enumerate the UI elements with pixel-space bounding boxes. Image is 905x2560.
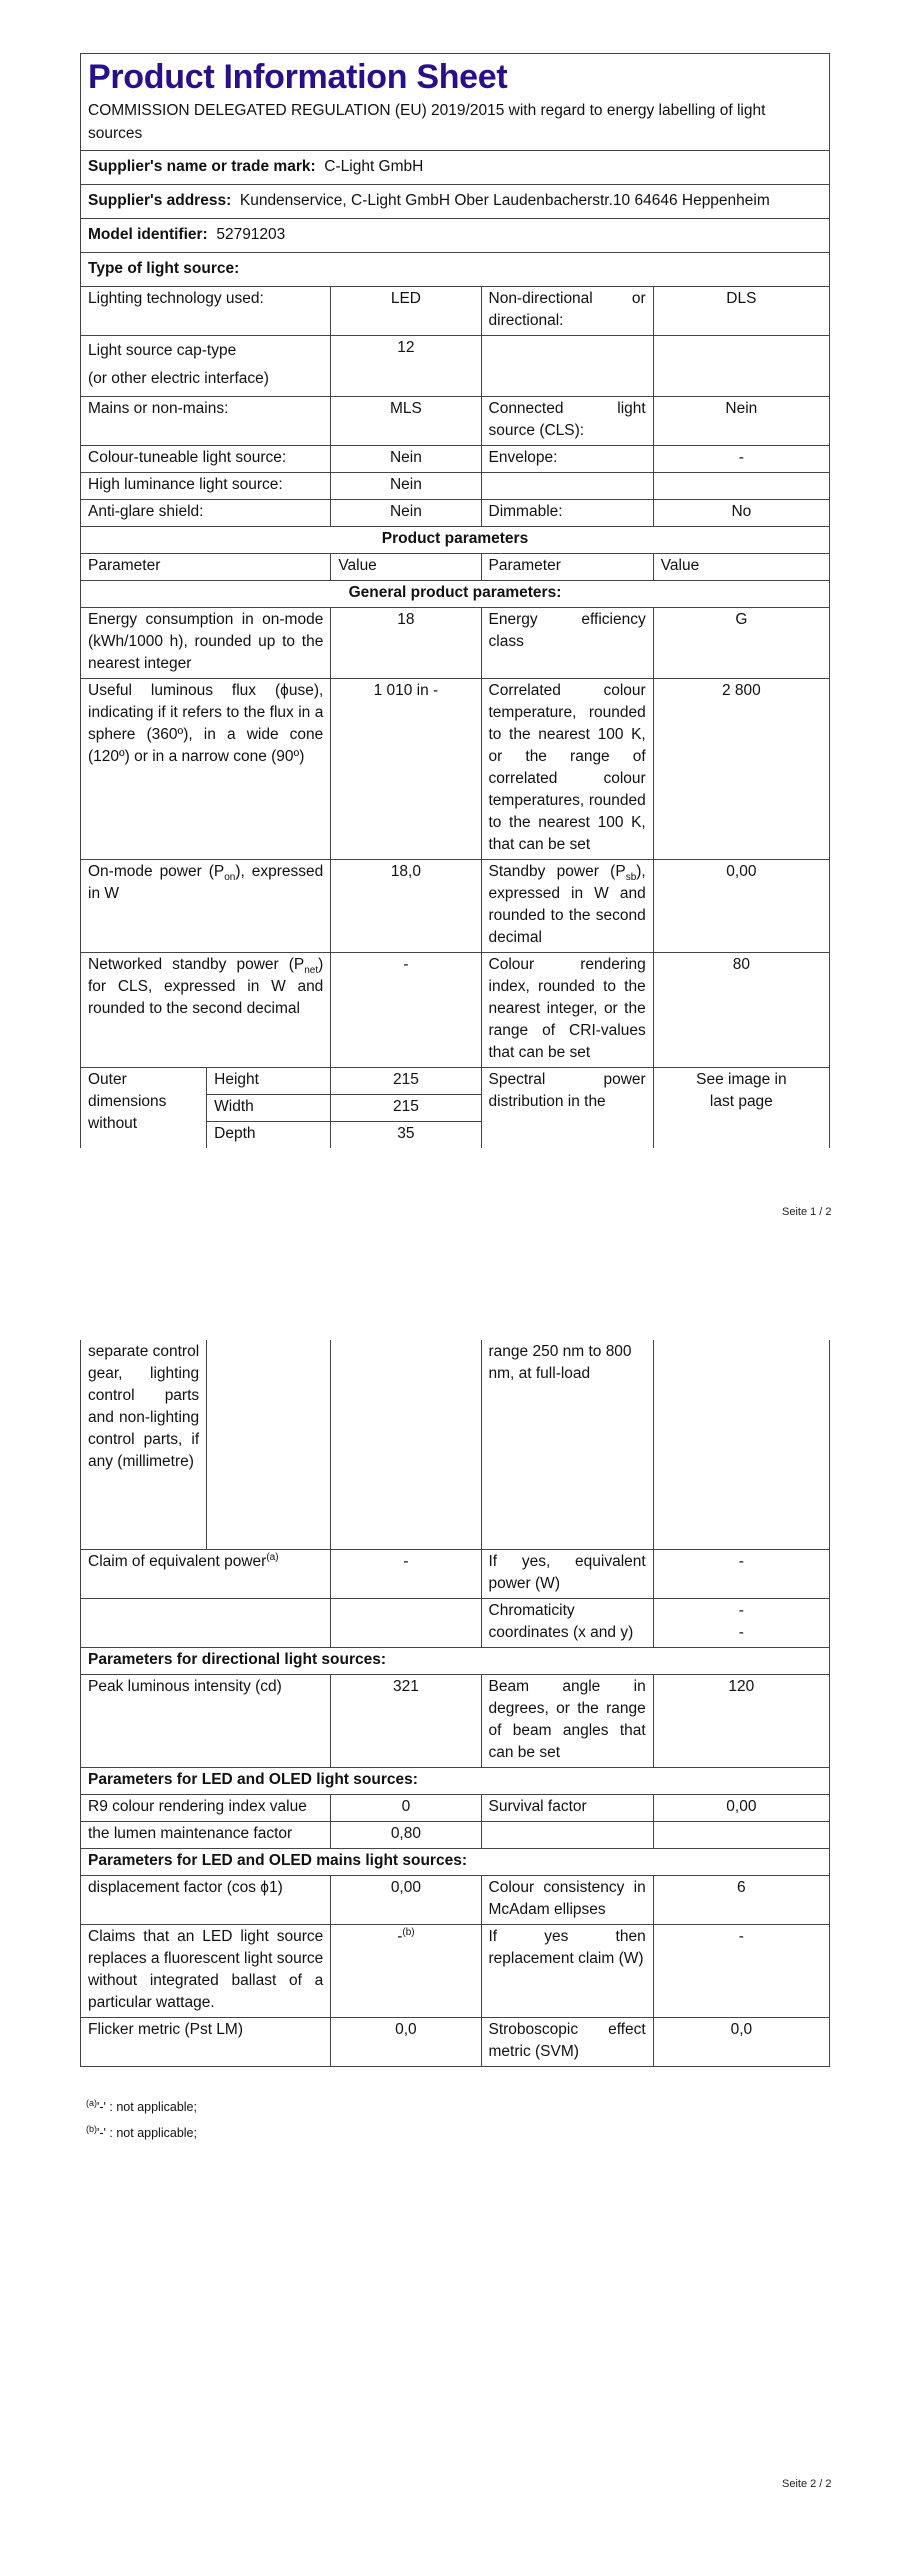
supplier-address-value: Kundenservice, C-Light GmbH Ober Laudenbacherstr.10 64646 Heppenheim (239, 192, 770, 209)
param-value: Nein (331, 500, 481, 527)
param-value: - (653, 1925, 829, 2018)
product-info-table-page-2 (80, 1340, 830, 2067)
param-value: 2 800 (653, 679, 829, 860)
cap-type-label: Light source cap-type (88, 342, 237, 359)
param-label: Energy consumption in on-mode (kWh/1000 h), rounded up to the nearest integer (81, 608, 331, 679)
page-title: Product Information Sheet (88, 58, 508, 96)
table-row (81, 500, 830, 527)
param-label: Non-directional or directional: (481, 287, 653, 336)
supplier-name-label: Supplier's name or trade mark: (88, 158, 316, 175)
param-label: Colour-tuneable light source: (81, 446, 331, 473)
param-label: the lumen maintenance factor (81, 1822, 331, 1849)
param-value: 0,0 (653, 2018, 829, 2067)
table-row (81, 679, 830, 860)
param-value: No (653, 500, 829, 527)
param-label: High luminance light source: (81, 473, 331, 500)
empty-cell (81, 1599, 331, 1648)
param-label: Peak luminous intensity (cd) (81, 1675, 331, 1768)
param-label: Dimmable: (481, 500, 653, 527)
chromaticity-x: - (738, 1602, 744, 1619)
led-parameters-heading: Parameters for LED and OLED light sources: (81, 1768, 830, 1795)
header-cell (81, 54, 830, 151)
param-value: 1 010 in - (331, 679, 481, 860)
param-value: - (653, 1550, 829, 1599)
cap-type-sublabel: (or other electric interface) (88, 370, 269, 387)
depth-value: 35 (331, 1122, 481, 1149)
param-value (653, 1599, 829, 1648)
table-row (81, 287, 830, 336)
height-value: 215 (331, 1068, 481, 1095)
param-label: Networked standby power $(P_{net})$ for CLS, expressed in W and rounded to the second decimal (81, 953, 331, 1068)
param-value: 0,00 (331, 1876, 481, 1925)
param-label: Claim of equivalent power$^{(a)}$ (81, 1550, 331, 1599)
dimensions-label: Outer dimensions without (81, 1068, 207, 1149)
table-row (81, 1550, 830, 1599)
param-label: Colour consistency in McAdam ellipses (481, 1876, 653, 1925)
footnotes (86, 2092, 197, 2144)
table-row (81, 1795, 830, 1822)
supplier-name-value: C-Light GmbH (324, 158, 424, 175)
column-header-parameter: Parameter (481, 554, 653, 581)
table-row (81, 336, 830, 397)
param-label: If yes then replacement claim (W) (481, 1925, 653, 2018)
spd-label: Spectral power distribution in the (481, 1068, 653, 1149)
footnote-b: $^{(b)}$'-' : not applicable; (86, 2124, 197, 2141)
table-row (81, 1599, 830, 1648)
dimensions-label-continued: separate control gear, lighting control parts and non-lighting control parts, if any (millimetre) (81, 1340, 207, 1550)
param-label: Flicker metric (Pst LM) (81, 2018, 331, 2067)
param-label (481, 336, 653, 397)
page-number: Seite 2 / 2 (782, 2478, 832, 2490)
param-label: displacement factor (cos ϕ1) (81, 1876, 331, 1925)
param-value: 321 (331, 1675, 481, 1768)
param-label: Standby power $(P_{sb})$, expressed in W and rounded to the second decimal (481, 860, 653, 953)
model-identifier-label: Model identifier: (88, 226, 208, 243)
param-value: 120 (653, 1675, 829, 1768)
param-label: Claims that an LED light source replaces a fluorescent light source without integrated ballast of a particular wattage. (81, 1925, 331, 2018)
width-label: Width (207, 1095, 331, 1122)
param-label: Lighting technology used: (81, 287, 331, 336)
param-label: Connected light source (CLS): (481, 397, 653, 446)
product-parameters-heading: Product parameters (81, 527, 830, 554)
param-label: R9 colour rendering index value (81, 1795, 331, 1822)
param-value: Nein (331, 446, 481, 473)
param-value: 6 (653, 1876, 829, 1925)
param-value: - (331, 1550, 481, 1599)
table-row (81, 1925, 830, 2018)
footnote-a: $^{(a)}$'-' : not applicable; (86, 2098, 197, 2115)
table-row (81, 397, 830, 446)
chromaticity-y: - (738, 1624, 744, 1641)
table-row (81, 473, 830, 500)
param-value: 18 (331, 608, 481, 679)
column-header-value: Value (331, 554, 481, 581)
param-value: 18,0 (331, 860, 481, 953)
param-value (653, 1822, 829, 1849)
empty-cell (207, 1340, 331, 1550)
depth-label: Depth (207, 1122, 331, 1149)
param-value: 80 (653, 953, 829, 1068)
light-source-type-heading: Type of light source: (81, 253, 830, 287)
table-row (81, 1822, 830, 1849)
param-label: On-mode power $(P_{on})$, expressed in W (81, 860, 331, 953)
param-label: Envelope: (481, 446, 653, 473)
param-value: 0,00 (653, 1795, 829, 1822)
directional-parameters-heading: Parameters for directional light sources: (81, 1648, 830, 1675)
height-label: Height (207, 1068, 331, 1095)
supplier-name-row (81, 151, 830, 185)
param-value: -$^{(b)}$ (331, 1925, 481, 2018)
param-value: G (653, 608, 829, 679)
param-label: Mains or non-mains: (81, 397, 331, 446)
regulation-subtitle: COMMISSION DELEGATED REGULATION (EU) 2019/2015 with regard to energy labelling of light sources (88, 102, 766, 142)
param-label: Anti-glare shield: (81, 500, 331, 527)
param-label: Stroboscopic effect metric (SVM) (481, 2018, 653, 2067)
param-label (481, 473, 653, 500)
model-identifier-value: 52791203 (216, 226, 286, 243)
general-parameters-heading: General product parameters: (81, 581, 830, 608)
param-value: MLS (331, 397, 481, 446)
param-label: If yes, equivalent power (W) (481, 1550, 653, 1599)
param-value: Nein (653, 397, 829, 446)
param-label: Chromaticity coordinates (x and y) (481, 1599, 653, 1648)
column-header-value: Value (653, 554, 829, 581)
param-label (81, 336, 331, 397)
empty-cell (653, 1340, 829, 1550)
table-row (81, 446, 830, 473)
param-label: Beam angle in degrees, or the range of beam angles that can be set (481, 1675, 653, 1768)
param-value: 0,80 (331, 1822, 481, 1849)
product-info-table-page-1 (80, 53, 830, 1148)
param-value: - (653, 446, 829, 473)
empty-cell (331, 1599, 481, 1648)
spd-label-continued: range 250 nm to 800 nm, at full-load (481, 1340, 653, 1550)
param-value: 12 (331, 336, 481, 397)
supplier-address-row (81, 185, 830, 219)
column-header-row (81, 554, 830, 581)
param-value: 0 (331, 1795, 481, 1822)
param-label: Colour rendering index, rounded to the nearest integer, or the range of CRI-values that can be set (481, 953, 653, 1068)
table-row (81, 1675, 830, 1768)
param-value: LED (331, 287, 481, 336)
param-label: Useful luminous flux (ϕuse), indicating if it refers to the flux in a sphere (360º), in a wide cone (120º) or in a narrow cone (90º) (81, 679, 331, 860)
dimensions-row (81, 1068, 830, 1095)
table-row (81, 953, 830, 1068)
param-value: DLS (653, 287, 829, 336)
dimensions-continued-row (81, 1340, 830, 1550)
model-identifier-row (81, 219, 830, 253)
table-row (81, 860, 830, 953)
supplier-address-label: Supplier's address: (88, 192, 232, 209)
page-number: Seite 1 / 2 (782, 1206, 832, 1218)
table-row (81, 2018, 830, 2067)
param-value: 0,0 (331, 2018, 481, 2067)
param-value (653, 336, 829, 397)
column-header-parameter: Parameter (81, 554, 331, 581)
param-label: Energy efficiency class (481, 608, 653, 679)
width-value: 215 (331, 1095, 481, 1122)
param-label: Survival factor (481, 1795, 653, 1822)
spd-value: See image in last page (653, 1068, 829, 1149)
param-value (653, 473, 829, 500)
param-value: 0,00 (653, 860, 829, 953)
param-value: - (331, 953, 481, 1068)
param-label (481, 1822, 653, 1849)
led-mains-parameters-heading: Parameters for LED and OLED mains light sources: (81, 1849, 830, 1876)
param-label: Correlated colour temperature, rounded to the nearest 100 K, or the range of correlated colour temperatures, rounded to the nearest 100 K, that can be set (481, 679, 653, 860)
empty-cell (331, 1340, 481, 1550)
table-row (81, 1876, 830, 1925)
param-value: Nein (331, 473, 481, 500)
table-row (81, 608, 830, 679)
